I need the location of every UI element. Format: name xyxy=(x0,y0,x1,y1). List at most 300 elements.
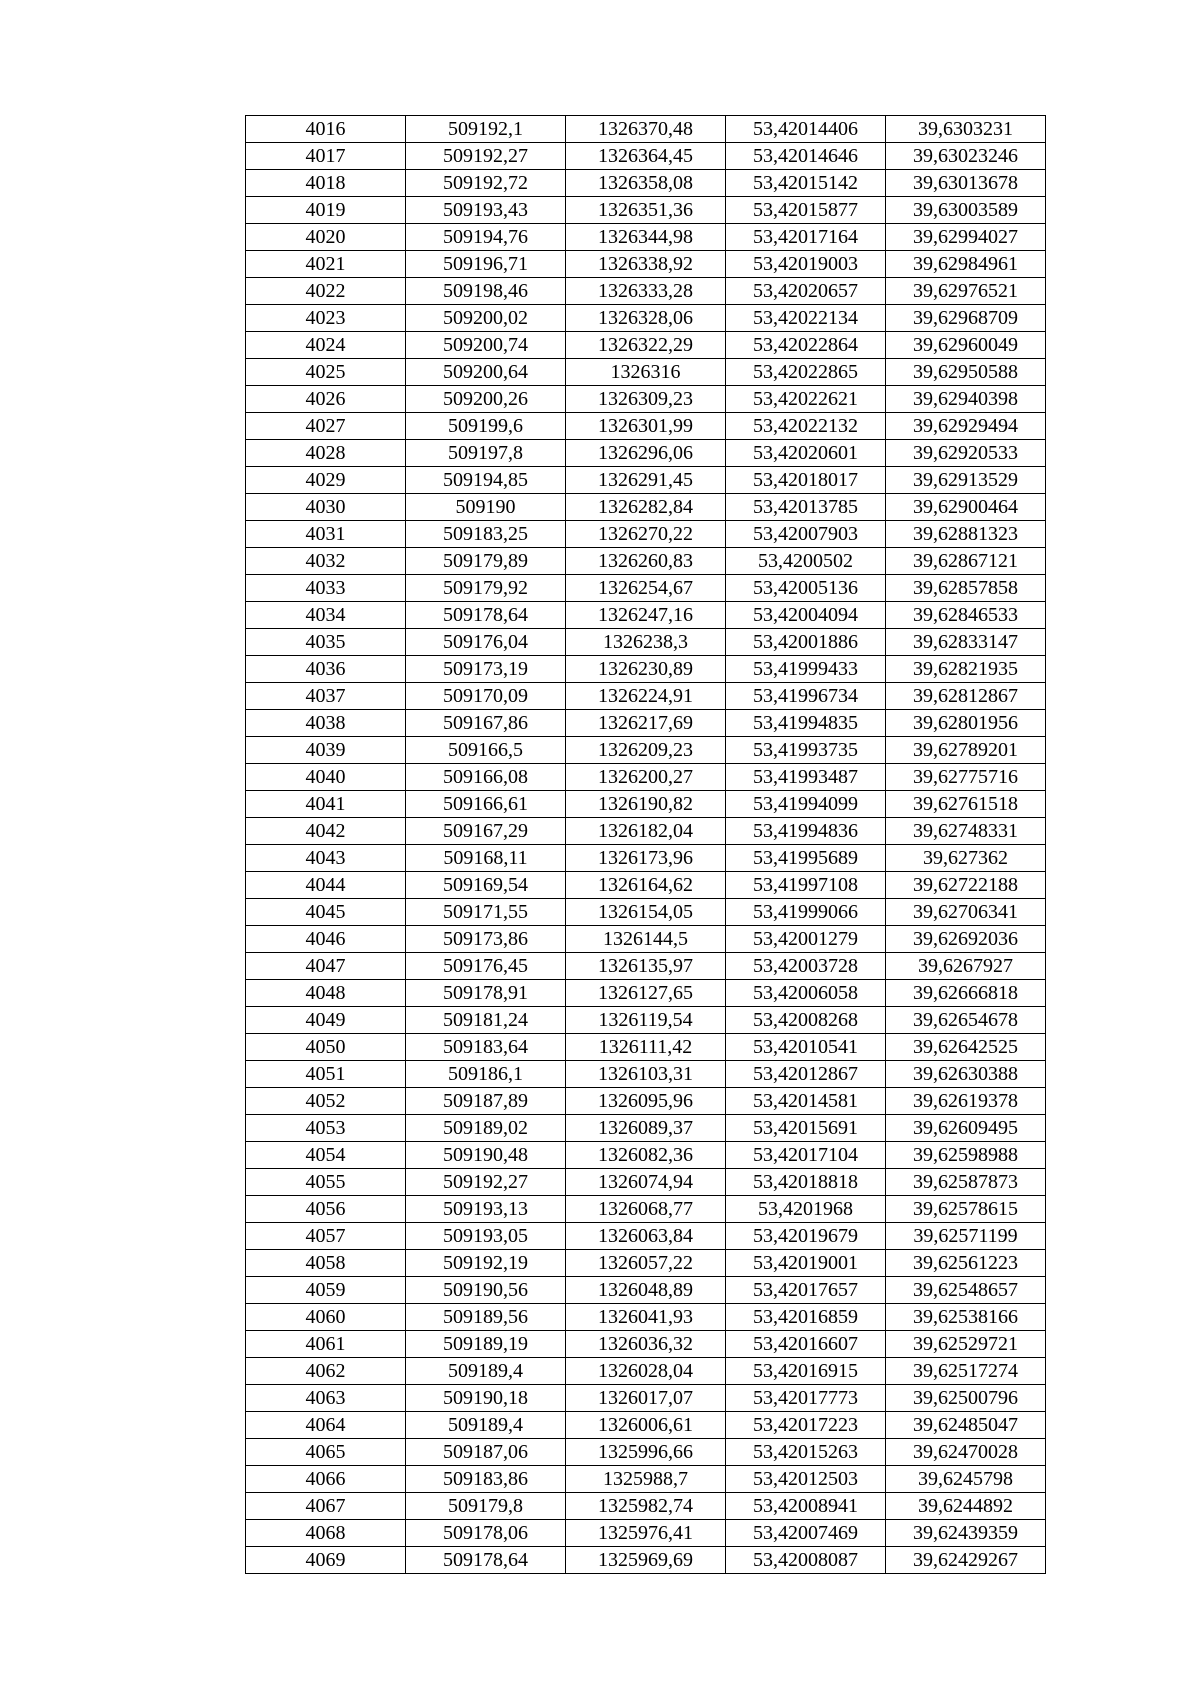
latitude-cell: 53,42014406 xyxy=(726,116,886,143)
longitude-cell: 39,62630388 xyxy=(886,1061,1046,1088)
longitude-cell: 39,62960049 xyxy=(886,332,1046,359)
latitude-cell: 53,42019003 xyxy=(726,251,886,278)
longitude-cell: 39,62666818 xyxy=(886,980,1046,1007)
y-coordinate-cell: 1326154,05 xyxy=(566,899,726,926)
latitude-cell: 53,42006058 xyxy=(726,980,886,1007)
y-coordinate-cell: 1326041,93 xyxy=(566,1304,726,1331)
x-coordinate-cell: 509189,4 xyxy=(406,1412,566,1439)
point-number-cell: 4018 xyxy=(246,170,406,197)
x-coordinate-cell: 509194,76 xyxy=(406,224,566,251)
latitude-cell: 53,42017657 xyxy=(726,1277,886,1304)
point-number-cell: 4048 xyxy=(246,980,406,1007)
latitude-cell: 53,42014581 xyxy=(726,1088,886,1115)
longitude-cell: 39,62598988 xyxy=(886,1142,1046,1169)
point-number-cell: 4024 xyxy=(246,332,406,359)
latitude-cell: 53,42003728 xyxy=(726,953,886,980)
point-number-cell: 4028 xyxy=(246,440,406,467)
x-coordinate-cell: 509183,25 xyxy=(406,521,566,548)
latitude-cell: 53,42019679 xyxy=(726,1223,886,1250)
latitude-cell: 53,42015691 xyxy=(726,1115,886,1142)
x-coordinate-cell: 509189,02 xyxy=(406,1115,566,1142)
x-coordinate-cell: 509171,55 xyxy=(406,899,566,926)
point-number-cell: 4032 xyxy=(246,548,406,575)
x-coordinate-cell: 509193,05 xyxy=(406,1223,566,1250)
longitude-cell: 39,62748331 xyxy=(886,818,1046,845)
longitude-cell: 39,62578615 xyxy=(886,1196,1046,1223)
x-coordinate-cell: 509173,86 xyxy=(406,926,566,953)
y-coordinate-cell: 1326291,45 xyxy=(566,467,726,494)
table-row xyxy=(246,737,1046,764)
y-coordinate-cell: 1325996,66 xyxy=(566,1439,726,1466)
y-coordinate-cell: 1326270,22 xyxy=(566,521,726,548)
latitude-cell: 53,42017104 xyxy=(726,1142,886,1169)
x-coordinate-cell: 509190 xyxy=(406,494,566,521)
longitude-cell: 39,62950588 xyxy=(886,359,1046,386)
point-number-cell: 4057 xyxy=(246,1223,406,1250)
latitude-cell: 53,41999433 xyxy=(726,656,886,683)
coordinates-table-body xyxy=(246,116,1046,1574)
point-number-cell: 4041 xyxy=(246,791,406,818)
latitude-cell: 53,41994099 xyxy=(726,791,886,818)
table-row xyxy=(246,278,1046,305)
table-row xyxy=(246,629,1046,656)
y-coordinate-cell: 1326164,62 xyxy=(566,872,726,899)
longitude-cell: 39,62812867 xyxy=(886,683,1046,710)
longitude-cell: 39,6303231 xyxy=(886,116,1046,143)
latitude-cell: 53,42022132 xyxy=(726,413,886,440)
latitude-cell: 53,42007469 xyxy=(726,1520,886,1547)
point-number-cell: 4053 xyxy=(246,1115,406,1142)
y-coordinate-cell: 1326173,96 xyxy=(566,845,726,872)
point-number-cell: 4040 xyxy=(246,764,406,791)
x-coordinate-cell: 509192,19 xyxy=(406,1250,566,1277)
longitude-cell: 39,62485047 xyxy=(886,1412,1046,1439)
x-coordinate-cell: 509189,4 xyxy=(406,1358,566,1385)
x-coordinate-cell: 509179,8 xyxy=(406,1493,566,1520)
table-row xyxy=(246,1520,1046,1547)
y-coordinate-cell: 1326328,06 xyxy=(566,305,726,332)
x-coordinate-cell: 509200,74 xyxy=(406,332,566,359)
latitude-cell: 53,41995689 xyxy=(726,845,886,872)
point-number-cell: 4044 xyxy=(246,872,406,899)
point-number-cell: 4016 xyxy=(246,116,406,143)
latitude-cell: 53,42015263 xyxy=(726,1439,886,1466)
x-coordinate-cell: 509190,48 xyxy=(406,1142,566,1169)
table-row xyxy=(246,413,1046,440)
x-coordinate-cell: 509199,6 xyxy=(406,413,566,440)
latitude-cell: 53,42004094 xyxy=(726,602,886,629)
latitude-cell: 53,42001279 xyxy=(726,926,886,953)
y-coordinate-cell: 1326358,08 xyxy=(566,170,726,197)
latitude-cell: 53,42008268 xyxy=(726,1007,886,1034)
point-number-cell: 4026 xyxy=(246,386,406,413)
x-coordinate-cell: 509192,72 xyxy=(406,170,566,197)
table-row xyxy=(246,791,1046,818)
latitude-cell: 53,4201968 xyxy=(726,1196,886,1223)
table-row xyxy=(246,467,1046,494)
longitude-cell: 39,62801956 xyxy=(886,710,1046,737)
x-coordinate-cell: 509192,27 xyxy=(406,1169,566,1196)
x-coordinate-cell: 509189,19 xyxy=(406,1331,566,1358)
longitude-cell: 39,6267927 xyxy=(886,953,1046,980)
longitude-cell: 39,62529721 xyxy=(886,1331,1046,1358)
y-coordinate-cell: 1326209,23 xyxy=(566,737,726,764)
table-row xyxy=(246,1169,1046,1196)
longitude-cell: 39,62470028 xyxy=(886,1439,1046,1466)
y-coordinate-cell: 1326301,99 xyxy=(566,413,726,440)
y-coordinate-cell: 1326068,77 xyxy=(566,1196,726,1223)
y-coordinate-cell: 1326322,29 xyxy=(566,332,726,359)
table-row xyxy=(246,980,1046,1007)
table-row xyxy=(246,872,1046,899)
table-row xyxy=(246,1088,1046,1115)
y-coordinate-cell: 1326006,61 xyxy=(566,1412,726,1439)
point-number-cell: 4046 xyxy=(246,926,406,953)
latitude-cell: 53,42016607 xyxy=(726,1331,886,1358)
point-number-cell: 4051 xyxy=(246,1061,406,1088)
x-coordinate-cell: 509166,08 xyxy=(406,764,566,791)
x-coordinate-cell: 509170,09 xyxy=(406,683,566,710)
latitude-cell: 53,42014646 xyxy=(726,143,886,170)
point-number-cell: 4030 xyxy=(246,494,406,521)
latitude-cell: 53,41999066 xyxy=(726,899,886,926)
table-row xyxy=(246,548,1046,575)
x-coordinate-cell: 509183,86 xyxy=(406,1466,566,1493)
y-coordinate-cell: 1326017,07 xyxy=(566,1385,726,1412)
longitude-cell: 39,62609495 xyxy=(886,1115,1046,1142)
longitude-cell: 39,62538166 xyxy=(886,1304,1046,1331)
latitude-cell: 53,42008941 xyxy=(726,1493,886,1520)
y-coordinate-cell: 1326296,06 xyxy=(566,440,726,467)
longitude-cell: 39,62976521 xyxy=(886,278,1046,305)
point-number-cell: 4056 xyxy=(246,1196,406,1223)
point-number-cell: 4067 xyxy=(246,1493,406,1520)
table-row xyxy=(246,1385,1046,1412)
longitude-cell: 39,62846533 xyxy=(886,602,1046,629)
x-coordinate-cell: 509197,8 xyxy=(406,440,566,467)
y-coordinate-cell: 1325982,74 xyxy=(566,1493,726,1520)
y-coordinate-cell: 1326082,36 xyxy=(566,1142,726,1169)
longitude-cell: 39,62984961 xyxy=(886,251,1046,278)
point-number-cell: 4022 xyxy=(246,278,406,305)
longitude-cell: 39,62821935 xyxy=(886,656,1046,683)
y-coordinate-cell: 1326247,16 xyxy=(566,602,726,629)
point-number-cell: 4062 xyxy=(246,1358,406,1385)
x-coordinate-cell: 509166,61 xyxy=(406,791,566,818)
table-row xyxy=(246,710,1046,737)
y-coordinate-cell: 1326370,48 xyxy=(566,116,726,143)
table-row xyxy=(246,386,1046,413)
y-coordinate-cell: 1326344,98 xyxy=(566,224,726,251)
x-coordinate-cell: 509190,56 xyxy=(406,1277,566,1304)
table-row xyxy=(246,1007,1046,1034)
longitude-cell: 39,62619378 xyxy=(886,1088,1046,1115)
table-row xyxy=(246,224,1046,251)
x-coordinate-cell: 509178,64 xyxy=(406,1547,566,1574)
point-number-cell: 4043 xyxy=(246,845,406,872)
latitude-cell: 53,42001886 xyxy=(726,629,886,656)
y-coordinate-cell: 1326048,89 xyxy=(566,1277,726,1304)
y-coordinate-cell: 1326119,54 xyxy=(566,1007,726,1034)
y-coordinate-cell: 1326089,37 xyxy=(566,1115,726,1142)
table-row xyxy=(246,818,1046,845)
y-coordinate-cell: 1325988,7 xyxy=(566,1466,726,1493)
longitude-cell: 39,62867121 xyxy=(886,548,1046,575)
table-row xyxy=(246,953,1046,980)
x-coordinate-cell: 509166,5 xyxy=(406,737,566,764)
table-row xyxy=(246,1358,1046,1385)
point-number-cell: 4068 xyxy=(246,1520,406,1547)
latitude-cell: 53,42017164 xyxy=(726,224,886,251)
longitude-cell: 39,62920533 xyxy=(886,440,1046,467)
x-coordinate-cell: 509193,43 xyxy=(406,197,566,224)
latitude-cell: 53,42018818 xyxy=(726,1169,886,1196)
latitude-cell: 53,42019001 xyxy=(726,1250,886,1277)
point-number-cell: 4049 xyxy=(246,1007,406,1034)
x-coordinate-cell: 509187,06 xyxy=(406,1439,566,1466)
table-row xyxy=(246,305,1046,332)
y-coordinate-cell: 1326111,42 xyxy=(566,1034,726,1061)
y-coordinate-cell: 1326057,22 xyxy=(566,1250,726,1277)
point-number-cell: 4059 xyxy=(246,1277,406,1304)
y-coordinate-cell: 1326260,83 xyxy=(566,548,726,575)
longitude-cell: 39,6244892 xyxy=(886,1493,1046,1520)
table-row xyxy=(246,1277,1046,1304)
y-coordinate-cell: 1326135,97 xyxy=(566,953,726,980)
table-row xyxy=(246,845,1046,872)
x-coordinate-cell: 509176,04 xyxy=(406,629,566,656)
point-number-cell: 4047 xyxy=(246,953,406,980)
x-coordinate-cell: 509196,71 xyxy=(406,251,566,278)
table-row xyxy=(246,440,1046,467)
latitude-cell: 53,42007903 xyxy=(726,521,886,548)
latitude-cell: 53,41996734 xyxy=(726,683,886,710)
y-coordinate-cell: 1326095,96 xyxy=(566,1088,726,1115)
table-row xyxy=(246,251,1046,278)
coordinates-table xyxy=(245,115,1046,1574)
table-row xyxy=(246,1547,1046,1574)
y-coordinate-cell: 1326144,5 xyxy=(566,926,726,953)
x-coordinate-cell: 509190,18 xyxy=(406,1385,566,1412)
y-coordinate-cell: 1326063,84 xyxy=(566,1223,726,1250)
x-coordinate-cell: 509176,45 xyxy=(406,953,566,980)
table-row xyxy=(246,197,1046,224)
latitude-cell: 53,42013785 xyxy=(726,494,886,521)
x-coordinate-cell: 509186,1 xyxy=(406,1061,566,1088)
point-number-cell: 4019 xyxy=(246,197,406,224)
latitude-cell: 53,42016859 xyxy=(726,1304,886,1331)
longitude-cell: 39,62587873 xyxy=(886,1169,1046,1196)
latitude-cell: 53,41994835 xyxy=(726,710,886,737)
table-row xyxy=(246,656,1046,683)
longitude-cell: 39,62722188 xyxy=(886,872,1046,899)
table-row xyxy=(246,1034,1046,1061)
longitude-cell: 39,63003589 xyxy=(886,197,1046,224)
latitude-cell: 53,42010541 xyxy=(726,1034,886,1061)
longitude-cell: 39,62968709 xyxy=(886,305,1046,332)
x-coordinate-cell: 509179,92 xyxy=(406,575,566,602)
x-coordinate-cell: 509178,91 xyxy=(406,980,566,1007)
table-row xyxy=(246,1439,1046,1466)
latitude-cell: 53,42020657 xyxy=(726,278,886,305)
latitude-cell: 53,42012867 xyxy=(726,1061,886,1088)
point-number-cell: 4039 xyxy=(246,737,406,764)
y-coordinate-cell: 1326254,67 xyxy=(566,575,726,602)
longitude-cell: 39,62900464 xyxy=(886,494,1046,521)
table-row xyxy=(246,1331,1046,1358)
point-number-cell: 4021 xyxy=(246,251,406,278)
longitude-cell: 39,62706341 xyxy=(886,899,1046,926)
table-row xyxy=(246,1142,1046,1169)
point-number-cell: 4031 xyxy=(246,521,406,548)
point-number-cell: 4061 xyxy=(246,1331,406,1358)
x-coordinate-cell: 509181,24 xyxy=(406,1007,566,1034)
longitude-cell: 39,62789201 xyxy=(886,737,1046,764)
x-coordinate-cell: 509194,85 xyxy=(406,467,566,494)
longitude-cell: 39,62654678 xyxy=(886,1007,1046,1034)
y-coordinate-cell: 1326364,45 xyxy=(566,143,726,170)
y-coordinate-cell: 1326182,04 xyxy=(566,818,726,845)
longitude-cell: 39,62439359 xyxy=(886,1520,1046,1547)
point-number-cell: 4025 xyxy=(246,359,406,386)
point-number-cell: 4042 xyxy=(246,818,406,845)
latitude-cell: 53,42022865 xyxy=(726,359,886,386)
point-number-cell: 4052 xyxy=(246,1088,406,1115)
x-coordinate-cell: 509200,64 xyxy=(406,359,566,386)
longitude-cell: 39,62548657 xyxy=(886,1277,1046,1304)
longitude-cell: 39,63013678 xyxy=(886,170,1046,197)
y-coordinate-cell: 1325969,69 xyxy=(566,1547,726,1574)
latitude-cell: 53,42005136 xyxy=(726,575,886,602)
point-number-cell: 4023 xyxy=(246,305,406,332)
y-coordinate-cell: 1326333,28 xyxy=(566,278,726,305)
y-coordinate-cell: 1326309,23 xyxy=(566,386,726,413)
point-number-cell: 4065 xyxy=(246,1439,406,1466)
latitude-cell: 53,41993735 xyxy=(726,737,886,764)
latitude-cell: 53,42017223 xyxy=(726,1412,886,1439)
y-coordinate-cell: 1326224,91 xyxy=(566,683,726,710)
latitude-cell: 53,42022134 xyxy=(726,305,886,332)
longitude-cell: 39,62761518 xyxy=(886,791,1046,818)
longitude-cell: 39,62692036 xyxy=(886,926,1046,953)
point-number-cell: 4027 xyxy=(246,413,406,440)
latitude-cell: 53,42015142 xyxy=(726,170,886,197)
longitude-cell: 39,62500796 xyxy=(886,1385,1046,1412)
y-coordinate-cell: 1326200,27 xyxy=(566,764,726,791)
x-coordinate-cell: 509193,13 xyxy=(406,1196,566,1223)
table-row xyxy=(246,1196,1046,1223)
longitude-cell: 39,62929494 xyxy=(886,413,1046,440)
longitude-cell: 39,62429267 xyxy=(886,1547,1046,1574)
y-coordinate-cell: 1326190,82 xyxy=(566,791,726,818)
point-number-cell: 4069 xyxy=(246,1547,406,1574)
x-coordinate-cell: 509167,29 xyxy=(406,818,566,845)
table-row xyxy=(246,494,1046,521)
table-row xyxy=(246,1412,1046,1439)
x-coordinate-cell: 509200,02 xyxy=(406,305,566,332)
longitude-cell: 39,62994027 xyxy=(886,224,1046,251)
table-row xyxy=(246,1493,1046,1520)
point-number-cell: 4058 xyxy=(246,1250,406,1277)
point-number-cell: 4060 xyxy=(246,1304,406,1331)
point-number-cell: 4063 xyxy=(246,1385,406,1412)
point-number-cell: 4033 xyxy=(246,575,406,602)
latitude-cell: 53,42022864 xyxy=(726,332,886,359)
x-coordinate-cell: 509198,46 xyxy=(406,278,566,305)
table-row xyxy=(246,521,1046,548)
longitude-cell: 39,62571199 xyxy=(886,1223,1046,1250)
point-number-cell: 4045 xyxy=(246,899,406,926)
table-row xyxy=(246,359,1046,386)
x-coordinate-cell: 509179,89 xyxy=(406,548,566,575)
longitude-cell: 39,62913529 xyxy=(886,467,1046,494)
table-row xyxy=(246,602,1046,629)
latitude-cell: 53,42017773 xyxy=(726,1385,886,1412)
table-row xyxy=(246,116,1046,143)
point-number-cell: 4050 xyxy=(246,1034,406,1061)
y-coordinate-cell: 1326127,65 xyxy=(566,980,726,1007)
latitude-cell: 53,42015877 xyxy=(726,197,886,224)
x-coordinate-cell: 509189,56 xyxy=(406,1304,566,1331)
latitude-cell: 53,42016915 xyxy=(726,1358,886,1385)
table-row xyxy=(246,1061,1046,1088)
table-row xyxy=(246,170,1046,197)
table-row xyxy=(246,1466,1046,1493)
longitude-cell: 39,62833147 xyxy=(886,629,1046,656)
x-coordinate-cell: 509187,89 xyxy=(406,1088,566,1115)
longitude-cell: 39,627362 xyxy=(886,845,1046,872)
latitude-cell: 53,42012503 xyxy=(726,1466,886,1493)
longitude-cell: 39,62642525 xyxy=(886,1034,1046,1061)
point-number-cell: 4066 xyxy=(246,1466,406,1493)
x-coordinate-cell: 509183,64 xyxy=(406,1034,566,1061)
latitude-cell: 53,41993487 xyxy=(726,764,886,791)
point-number-cell: 4037 xyxy=(246,683,406,710)
y-coordinate-cell: 1326316 xyxy=(566,359,726,386)
x-coordinate-cell: 509192,27 xyxy=(406,143,566,170)
y-coordinate-cell: 1326028,04 xyxy=(566,1358,726,1385)
x-coordinate-cell: 509167,86 xyxy=(406,710,566,737)
y-coordinate-cell: 1326338,92 xyxy=(566,251,726,278)
point-number-cell: 4038 xyxy=(246,710,406,737)
longitude-cell: 39,6245798 xyxy=(886,1466,1046,1493)
x-coordinate-cell: 509169,54 xyxy=(406,872,566,899)
point-number-cell: 4034 xyxy=(246,602,406,629)
y-coordinate-cell: 1326217,69 xyxy=(566,710,726,737)
point-number-cell: 4029 xyxy=(246,467,406,494)
point-number-cell: 4017 xyxy=(246,143,406,170)
y-coordinate-cell: 1326238,3 xyxy=(566,629,726,656)
table-row xyxy=(246,1223,1046,1250)
table-row xyxy=(246,575,1046,602)
point-number-cell: 4055 xyxy=(246,1169,406,1196)
table-row xyxy=(246,764,1046,791)
point-number-cell: 4020 xyxy=(246,224,406,251)
longitude-cell: 39,62881323 xyxy=(886,521,1046,548)
x-coordinate-cell: 509168,11 xyxy=(406,845,566,872)
table-row xyxy=(246,1304,1046,1331)
point-number-cell: 4054 xyxy=(246,1142,406,1169)
table-row xyxy=(246,926,1046,953)
y-coordinate-cell: 1326036,32 xyxy=(566,1331,726,1358)
table-row xyxy=(246,683,1046,710)
y-coordinate-cell: 1326351,36 xyxy=(566,197,726,224)
latitude-cell: 53,42008087 xyxy=(726,1547,886,1574)
table-row xyxy=(246,143,1046,170)
point-number-cell: 4036 xyxy=(246,656,406,683)
latitude-cell: 53,41997108 xyxy=(726,872,886,899)
y-coordinate-cell: 1326230,89 xyxy=(566,656,726,683)
